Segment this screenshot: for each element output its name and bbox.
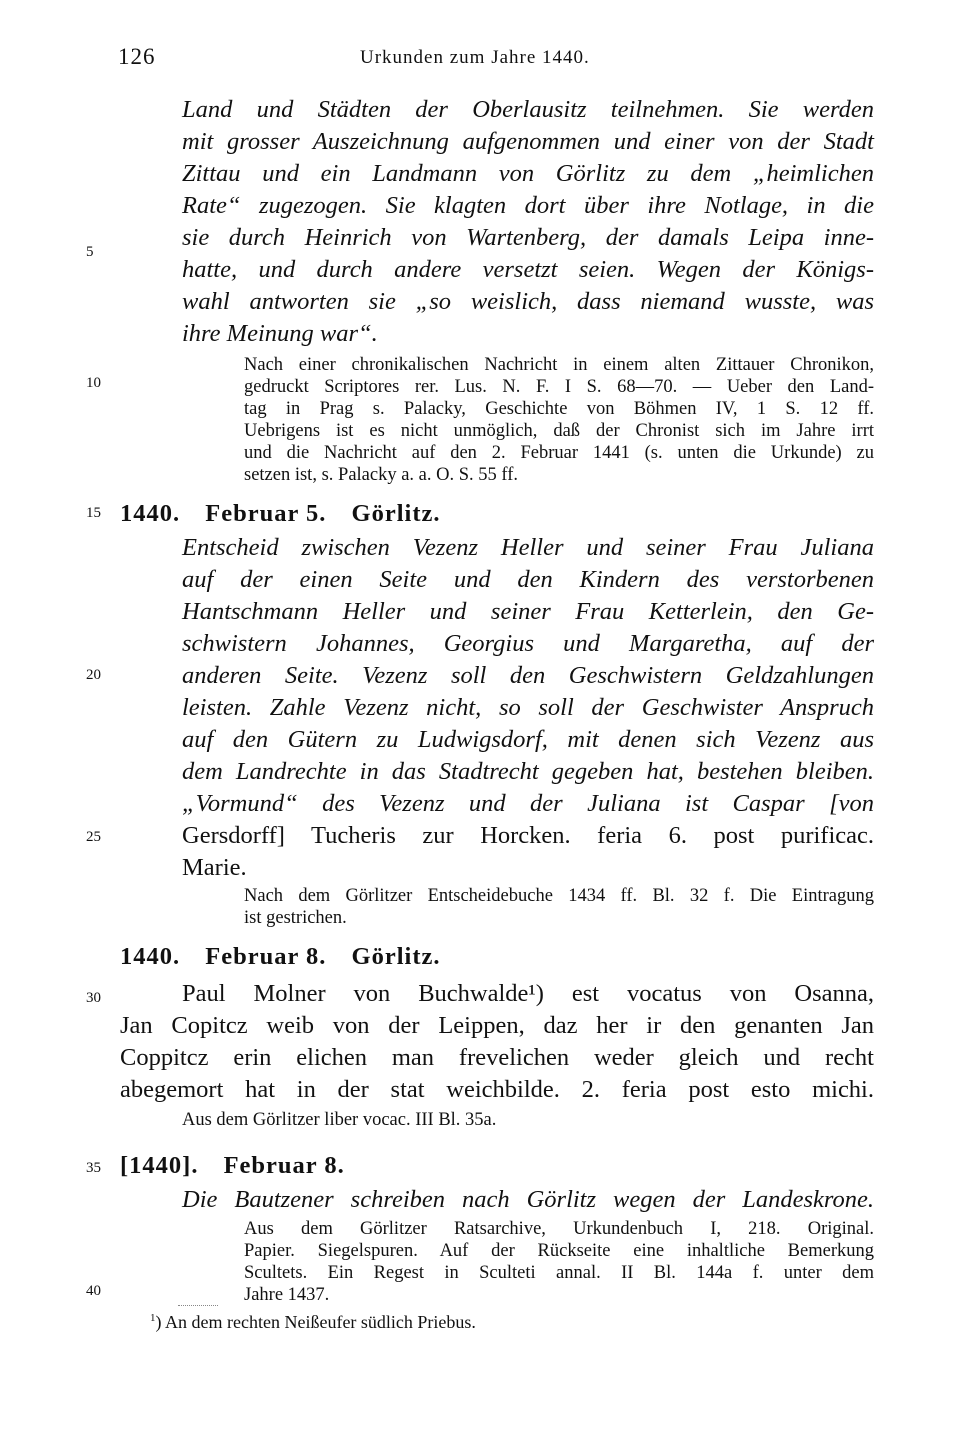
line-number: 20 — [86, 667, 101, 683]
entry-body-line: Die Bautzener schreiben nach Görlitz wegen der Landeskrone. — [182, 1186, 874, 1213]
page-number: 126 — [118, 44, 156, 69]
entry-body-line: auf den Gütern zu Ludwigsdorf, mit denen sich Vezenz aus — [182, 726, 874, 753]
entry-body-line: abegemort hat in der stat weichbilde. 2. feria post esto michi. — [120, 1076, 874, 1103]
entry-date: Februar 5. — [205, 500, 327, 527]
entry-note-line: ist gestrichen. — [244, 908, 347, 928]
continuation-note-line: gedruckt Scriptores rer. Lus. N. F. I S. 68—70. — Ueber den Land- — [244, 377, 874, 397]
continuation-note-line: tag in Prag s. Palacky, Geschichte von Böhmen IV, 1 S. 12 ff. — [244, 399, 874, 419]
entry-note-line: Aus dem Görlitzer Ratsarchive, Urkundenbuch I, 218. Original. — [244, 1219, 874, 1239]
entry-body-line: Hantschmann Heller und seiner Frau Ketterlein, den Ge- — [182, 598, 874, 625]
line-number: 5 — [86, 244, 94, 260]
line-number: 40 — [86, 1283, 101, 1299]
line-number: 10 — [86, 375, 101, 391]
entry-body-line: „Vormund“ des Vezenz und der Juliana ist Caspar [von — [182, 790, 874, 817]
continuation-note-line: Uebrigens ist es nicht unmöglich, daß der Chronist sich im Jahre irrt — [244, 421, 874, 441]
entry-year: [1440]. — [120, 1152, 199, 1179]
entry-body-line: leisten. Zahle Vezenz nicht, so soll der Geschwister Anspruch — [182, 694, 874, 721]
footnote-marker: 1 — [150, 1312, 156, 1324]
line-number: 30 — [86, 990, 101, 1006]
line-number: 25 — [86, 829, 101, 845]
entry-date: Februar 8. — [223, 1152, 345, 1179]
entry-heading — [120, 943, 458, 971]
entry-place: Görlitz. — [351, 500, 441, 527]
continuation-body-line: ihre Meinung war“. — [182, 320, 378, 347]
entry-place: Görlitz. — [351, 943, 441, 970]
entry-year: 1440. — [120, 500, 181, 527]
entry-body-line: Entscheid zwischen Vezenz Heller und seiner Frau Juliana — [182, 534, 874, 561]
entry-year: 1440. — [120, 943, 181, 970]
line-number: 15 — [86, 505, 101, 521]
footnote-rule — [178, 1305, 218, 1306]
entry-heading — [120, 500, 458, 528]
entry-body-line: Paul Molner von Buchwalde¹) est vocatus von Osanna, — [182, 980, 874, 1007]
entry-note-line: Nach dem Görlitzer Entscheidebuche 1434 ff. Bl. 32 f. Die Eintragung — [244, 886, 874, 906]
entry-body-line: Marie. — [182, 854, 247, 881]
entry-heading — [120, 1152, 363, 1180]
entry-note-line: Aus dem Görlitzer liber vocac. III Bl. 35a. — [182, 1110, 497, 1130]
entry-date: Februar 8. — [205, 943, 327, 970]
continuation-note-line: und die Nachricht auf den 2. Februar 1441 (s. unten die Urkunde) zu — [244, 443, 874, 463]
continuation-body-line: sie durch Heinrich von Wartenberg, der damals Leipa inne- — [182, 224, 874, 251]
continuation-body-line: Land und Städten der Oberlausitz teilnehmen. Sie werden — [182, 96, 874, 123]
entry-body-line: Jan Copitcz weib von der Leippen, daz her ir den genanten Jan — [120, 1012, 874, 1039]
continuation-note-line: Nach einer chronikalischen Nachricht in einem alten Zittauer Chronikon, — [244, 355, 874, 375]
entry-body-line: anderen Seite. Vezenz soll den Geschwistern Geldzahlungen — [182, 662, 874, 689]
running-title: Urkunden zum Jahre 1440. — [360, 47, 590, 68]
continuation-body-line: wahl antworten sie „so weislich, dass niemand wusste, was — [182, 288, 874, 315]
entry-body-line: dem Landrechte in das Stadtrecht gegeben hat, bestehen bleiben. — [182, 758, 874, 785]
continuation-body-line: hatte, und durch andere versetzt seien. Wegen der Königs- — [182, 256, 874, 283]
line-number: 35 — [86, 1160, 101, 1176]
entry-note-line: Jahre 1437. — [244, 1285, 330, 1305]
entry-body-line: Coppitcz erin elichen man frevelichen weder gleich und recht — [120, 1044, 874, 1071]
continuation-body-line: Rate“ zugezogen. Sie klagten dort über ihre Notlage, in die — [182, 192, 874, 219]
entry-body-line: Gersdorff] Tucheris zur Horcken. feria 6. post purificac. — [182, 822, 874, 849]
continuation-body-line: mit grosser Auszeichnung aufgenommen und einer von der Stadt — [182, 128, 874, 155]
footnote-text: An dem rechten Neißeufer südlich Priebus. — [165, 1312, 476, 1332]
continuation-note-line: setzen ist, s. Palacky a. a. O. S. 55 ff. — [244, 465, 519, 485]
continuation-body-line: Zittau und ein Landmann von Görlitz zu dem „heimlichen — [182, 160, 874, 187]
entry-body-line: auf der einen Seite und den Kindern des verstorbenen — [182, 566, 874, 593]
entry-note-line: Scultets. Ein Regest in Sculteti annal. II Bl. 144a f. unter dem — [244, 1263, 874, 1283]
entry-note-line: Papier. Siegelspuren. Auf der Rückseite eine inhaltliche Bemerkung — [244, 1241, 874, 1261]
footnote: $^1$) An dem rechten Neißeufer südlich Priebus. — [150, 1312, 476, 1332]
entry-body-line: schwistern Johannes, Georgius und Margaretha, auf der — [182, 630, 874, 657]
